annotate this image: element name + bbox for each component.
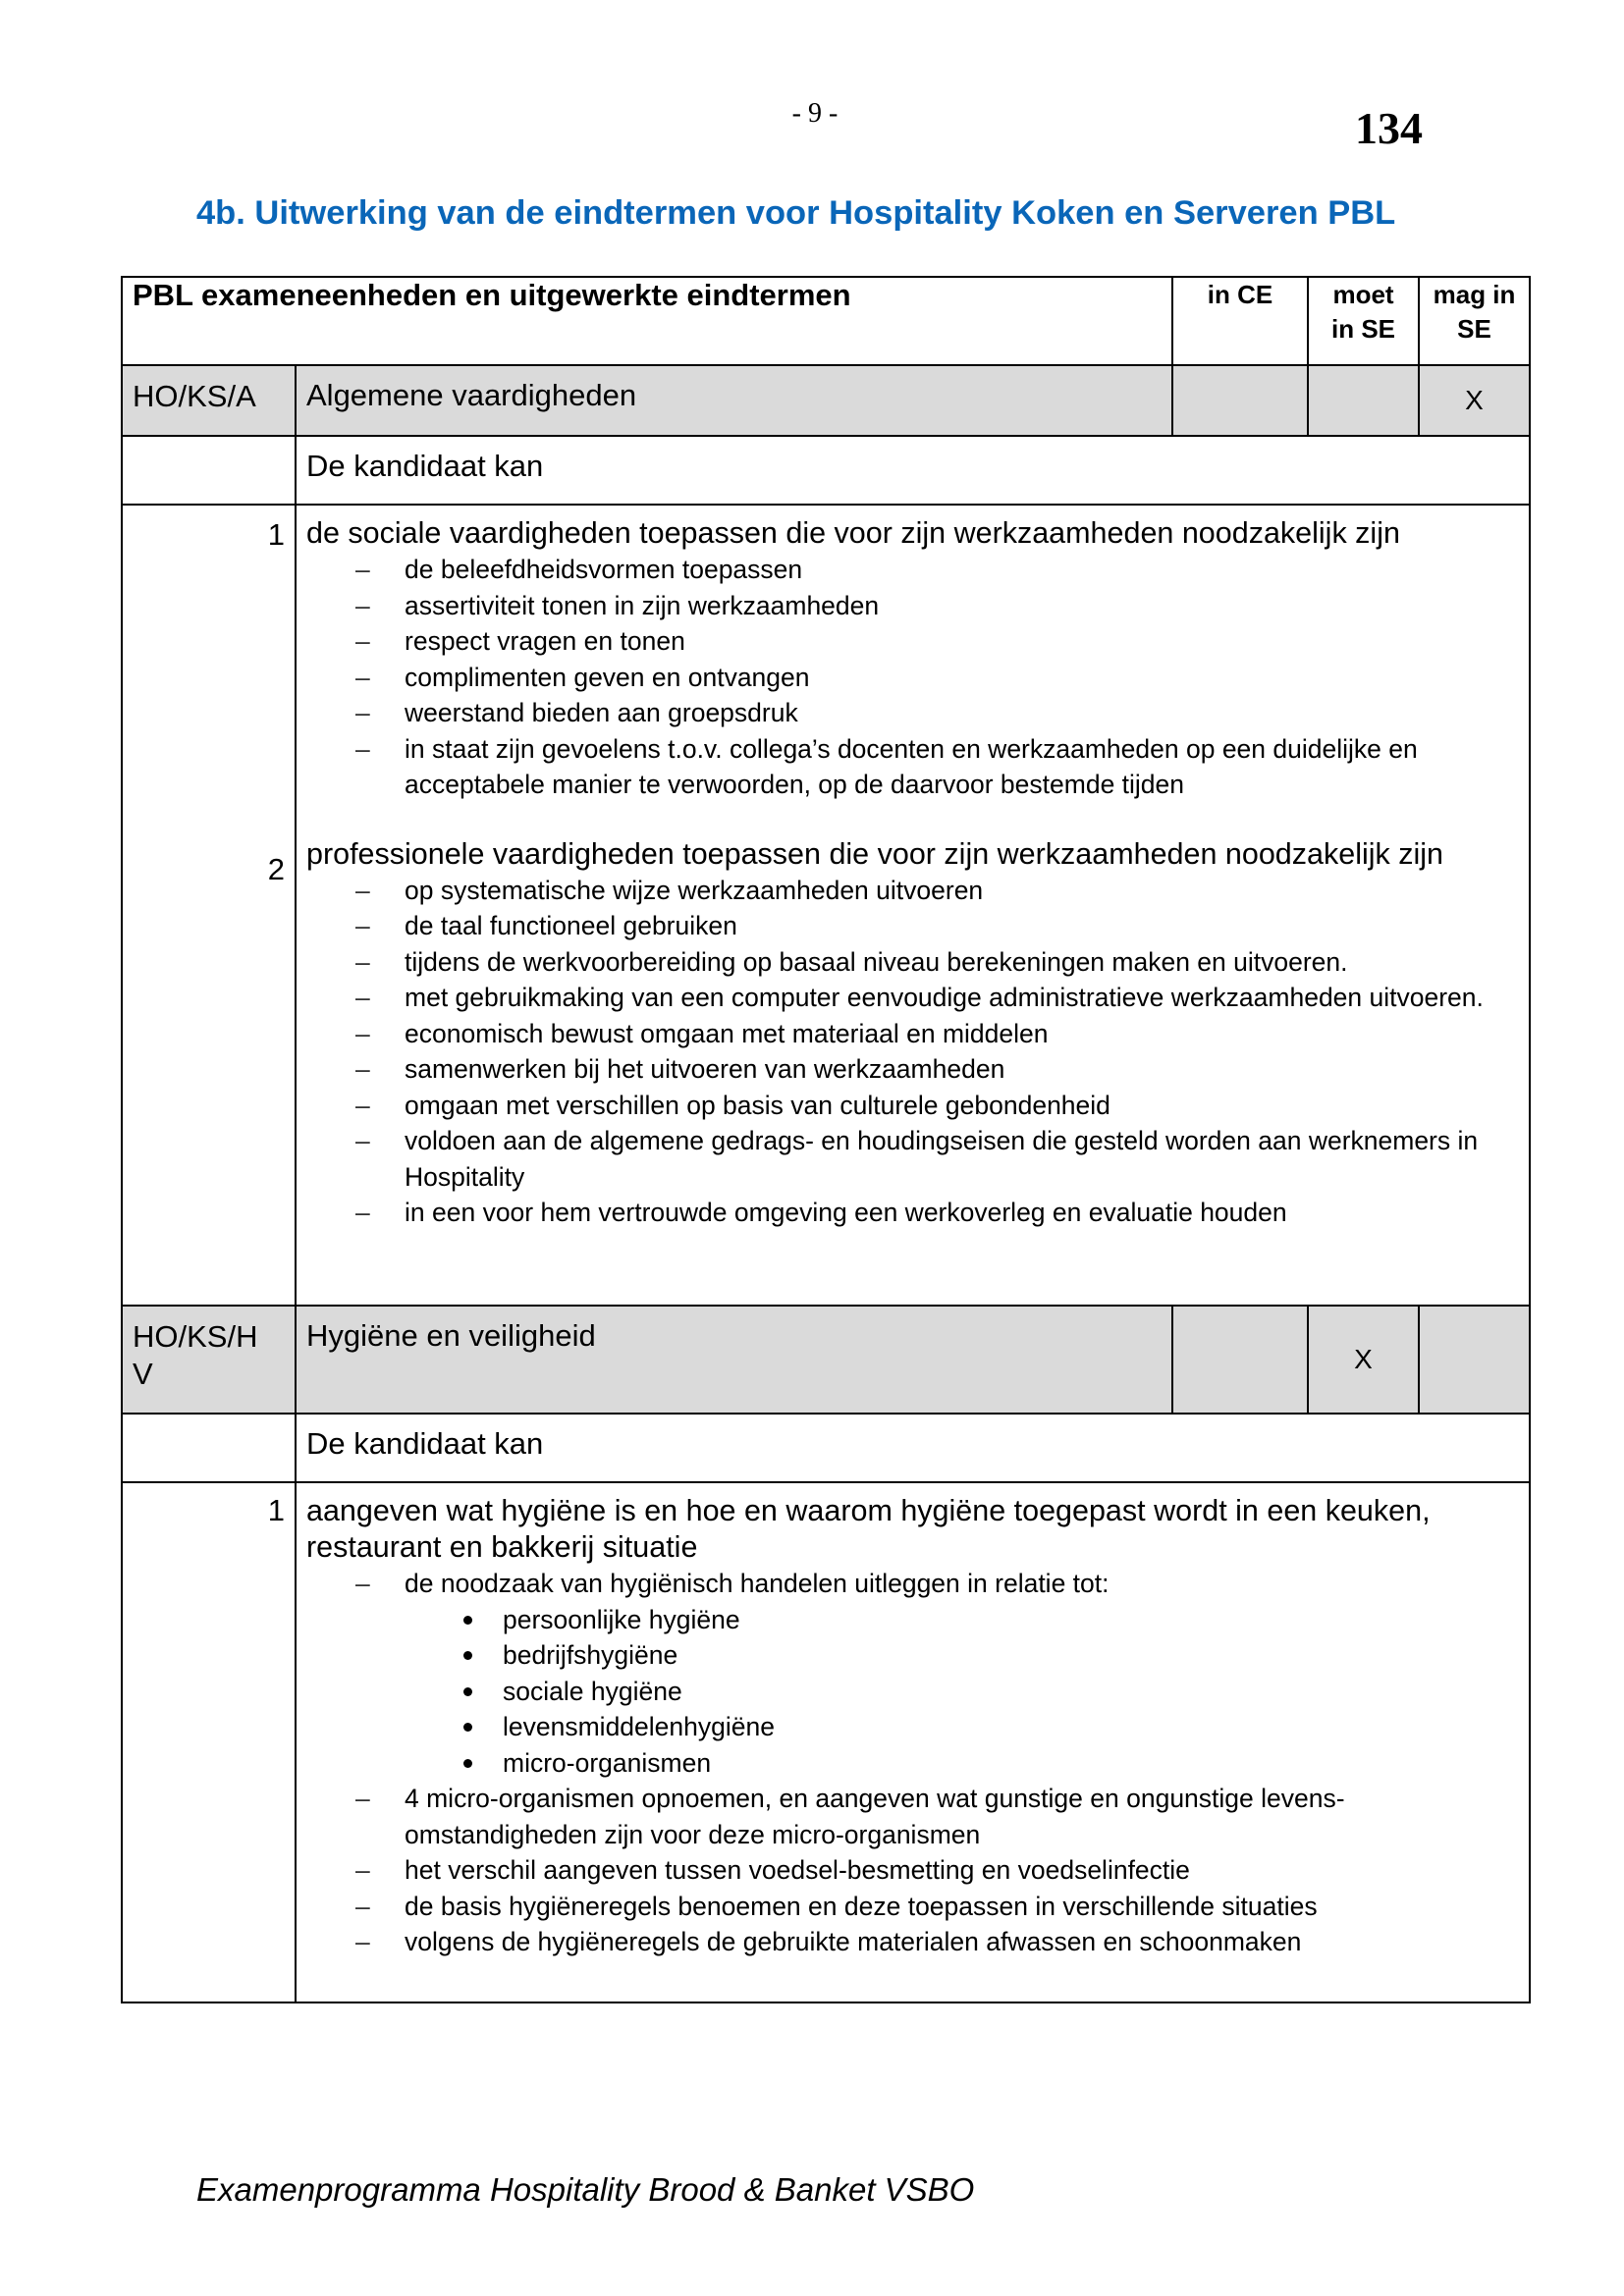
item-number: 2	[267, 852, 285, 886]
dash-bullet-icon: –	[355, 555, 370, 584]
list-item: – op systematische wijze werkzaamheden uitvoeren	[306, 873, 1529, 909]
list-item: – omgaan met verschillen op basis van culturele gebondenheid	[306, 1088, 1529, 1124]
dash-bullet-icon: –	[355, 1784, 370, 1813]
section-mag-in-se	[1419, 1306, 1530, 1414]
header-label: PBL exameneenheden en uitgewerkte eindtermen	[122, 277, 1172, 365]
list-item: – samenwerken bij het uitvoeren van werkzaamheden	[306, 1051, 1529, 1088]
section-code: HO/KS/H V	[122, 1306, 296, 1414]
dash-bullet-icon: –	[355, 1090, 370, 1120]
items-row	[122, 505, 1530, 1306]
section-moet-in-se: X	[1308, 1306, 1419, 1414]
list-item: – volgens de hygiëneregels de gebruikte materialen afwassen en schoonmaken	[306, 1924, 1529, 1960]
section-row-hygiene-veiligheid	[122, 1306, 1530, 1414]
bullet-item: levensmiddelenhygiëne	[306, 1709, 1519, 1745]
list-item: – weerstand bieden aan groepsdruk	[306, 695, 1529, 731]
section-in-ce	[1172, 1306, 1308, 1414]
bullet-dot-icon	[463, 1723, 472, 1732]
dash-bullet-icon: –	[355, 1569, 370, 1598]
dash-bullet-icon: –	[355, 1198, 370, 1227]
eindtermen-table	[121, 276, 1531, 2003]
list-item: – het verschil aangeven tussen voedsel-besmetting en voedselinfectie	[306, 1852, 1529, 1889]
section-in-ce	[1172, 365, 1308, 436]
section-name: Hygiëne en veiligheid	[296, 1306, 1172, 1414]
bullet-item: persoonlijke hygiëne	[306, 1602, 1519, 1638]
items-row	[122, 1482, 1530, 2002]
section-row-algemene-vaardigheden	[122, 365, 1530, 436]
dash-bullet-icon: –	[355, 1126, 370, 1155]
dash-bullet-icon: –	[355, 911, 370, 940]
item-title: aangeven wat hygiëne is en hoe en waarom hygiëne toegepast wordt in een keuken, restaurant en bakkerij situatie	[306, 1494, 1431, 1564]
intro-text: De kandidaat kan	[296, 436, 1530, 505]
dash-bullet-icon: –	[355, 946, 370, 977]
item-title: professionele vaardigheden toepassen die voor zijn werkzaamheden noodzakelijk zijn	[306, 836, 1444, 871]
dash-bullet-icon: –	[355, 662, 370, 692]
dash-bullet-icon: –	[355, 626, 370, 656]
list-item: – de noodzaak van hygiënisch handelen uitleggen in relatie tot: persoonlijke hygiëne bedrijfshygiëne sociale hygiëne levensmiddelenhygiëne micro-organismen	[306, 1566, 1529, 1781]
header-moet-in-se: moet in SE	[1308, 277, 1419, 365]
bullet-dot-icon	[463, 1616, 472, 1625]
item-number: 1	[267, 1493, 285, 1527]
list-item: – 4 micro-organismen opnoemen, en aangeven wat gunstige en ongunstige levens-omstandigheden zijn voor deze micro-organismen	[306, 1781, 1529, 1852]
section-name: Algemene vaardigheden	[296, 365, 1172, 436]
list-item: – tijdens de werkvoorbereiding op basaal niveau berekeningen maken en uitvoeren.	[306, 944, 1529, 981]
table-header-row	[122, 277, 1530, 365]
bullet-dot-icon	[463, 1687, 472, 1696]
subitem-list	[306, 552, 1529, 803]
list-item: – voldoen aan de algemene gedrags- en houdingseisen die gesteld worden aan werknemers in Hospitality	[306, 1123, 1529, 1195]
header-in-ce: in CE	[1172, 277, 1308, 365]
dash-bullet-icon: –	[355, 733, 370, 764]
list-item: – de basis hygiëneregels benoemen en deze toepassen in verschillende situaties	[306, 1889, 1529, 1925]
item-title: de sociale vaardigheden toepassen die voor zijn werkzaamheden noodzakelijk zijn	[306, 516, 1400, 550]
section-moet-in-se	[1308, 365, 1419, 436]
bullet-item: sociale hygiëne	[306, 1674, 1519, 1710]
bullet-dot-icon	[463, 1651, 472, 1660]
dash-bullet-icon: –	[355, 1054, 370, 1084]
subitem-list	[306, 1566, 1529, 1960]
item-number: 1	[267, 517, 285, 552]
dash-bullet-icon: –	[355, 698, 370, 727]
dash-bullet-icon: –	[355, 1018, 370, 1048]
intro-text: De kandidaat kan	[296, 1414, 1530, 1482]
section-code: HO/KS/A	[122, 365, 296, 436]
list-item: – assertiviteit tonen in zijn werkzaamheden	[306, 588, 1529, 624]
list-item: – economisch bewust omgaan met materiaal en middelen	[306, 1016, 1529, 1052]
page-number: - 9 -	[791, 98, 839, 129]
dash-bullet-icon: –	[355, 590, 370, 620]
intro-row	[122, 436, 1530, 505]
dash-bullet-icon: –	[355, 983, 370, 1012]
subitem-list	[306, 873, 1529, 1231]
intro-row	[122, 1414, 1530, 1482]
list-item: – respect vragen en tonen	[306, 623, 1529, 660]
list-item: – de beleefdheidsvormen toepassen	[306, 552, 1529, 588]
bullet-item: micro-organismen	[306, 1745, 1519, 1782]
header-mag-in-se: mag in SE	[1419, 277, 1530, 365]
section-mag-in-se: X	[1419, 365, 1530, 436]
bullet-item: bedrijfshygiëne	[306, 1637, 1519, 1674]
dash-bullet-icon: –	[355, 1891, 370, 1921]
dash-bullet-icon: –	[355, 875, 370, 905]
page-title: 4b. Uitwerking van de eindtermen voor Hospitality Koken en Serveren PBL	[196, 194, 1396, 232]
bullet-dot-icon	[463, 1759, 472, 1768]
list-item: – in staat zijn gevoelens t.o.v. collega’s docenten en werkzaamheden op een duidelijke en acceptabele manier te verwoorden, op de daarvoor bestemde tijden	[306, 731, 1529, 803]
dash-bullet-icon: –	[355, 1855, 370, 1885]
list-item: – in een voor hem vertrouwde omgeving een werkoverleg en evaluatie houden	[306, 1195, 1529, 1231]
list-item: – de taal functioneel gebruiken	[306, 908, 1529, 944]
list-item: – met gebruikmaking van een computer eenvoudige administratieve werkzaamheden uitvoeren.	[306, 980, 1529, 1016]
document-number: 134	[1355, 103, 1423, 153]
bullet-list	[405, 1602, 1519, 1782]
dash-bullet-icon: –	[355, 1927, 370, 1956]
list-item: – complimenten geven en ontvangen	[306, 660, 1529, 696]
page-footer: Examenprogramma Hospitality Brood & Banket VSBO	[196, 2171, 975, 2208]
